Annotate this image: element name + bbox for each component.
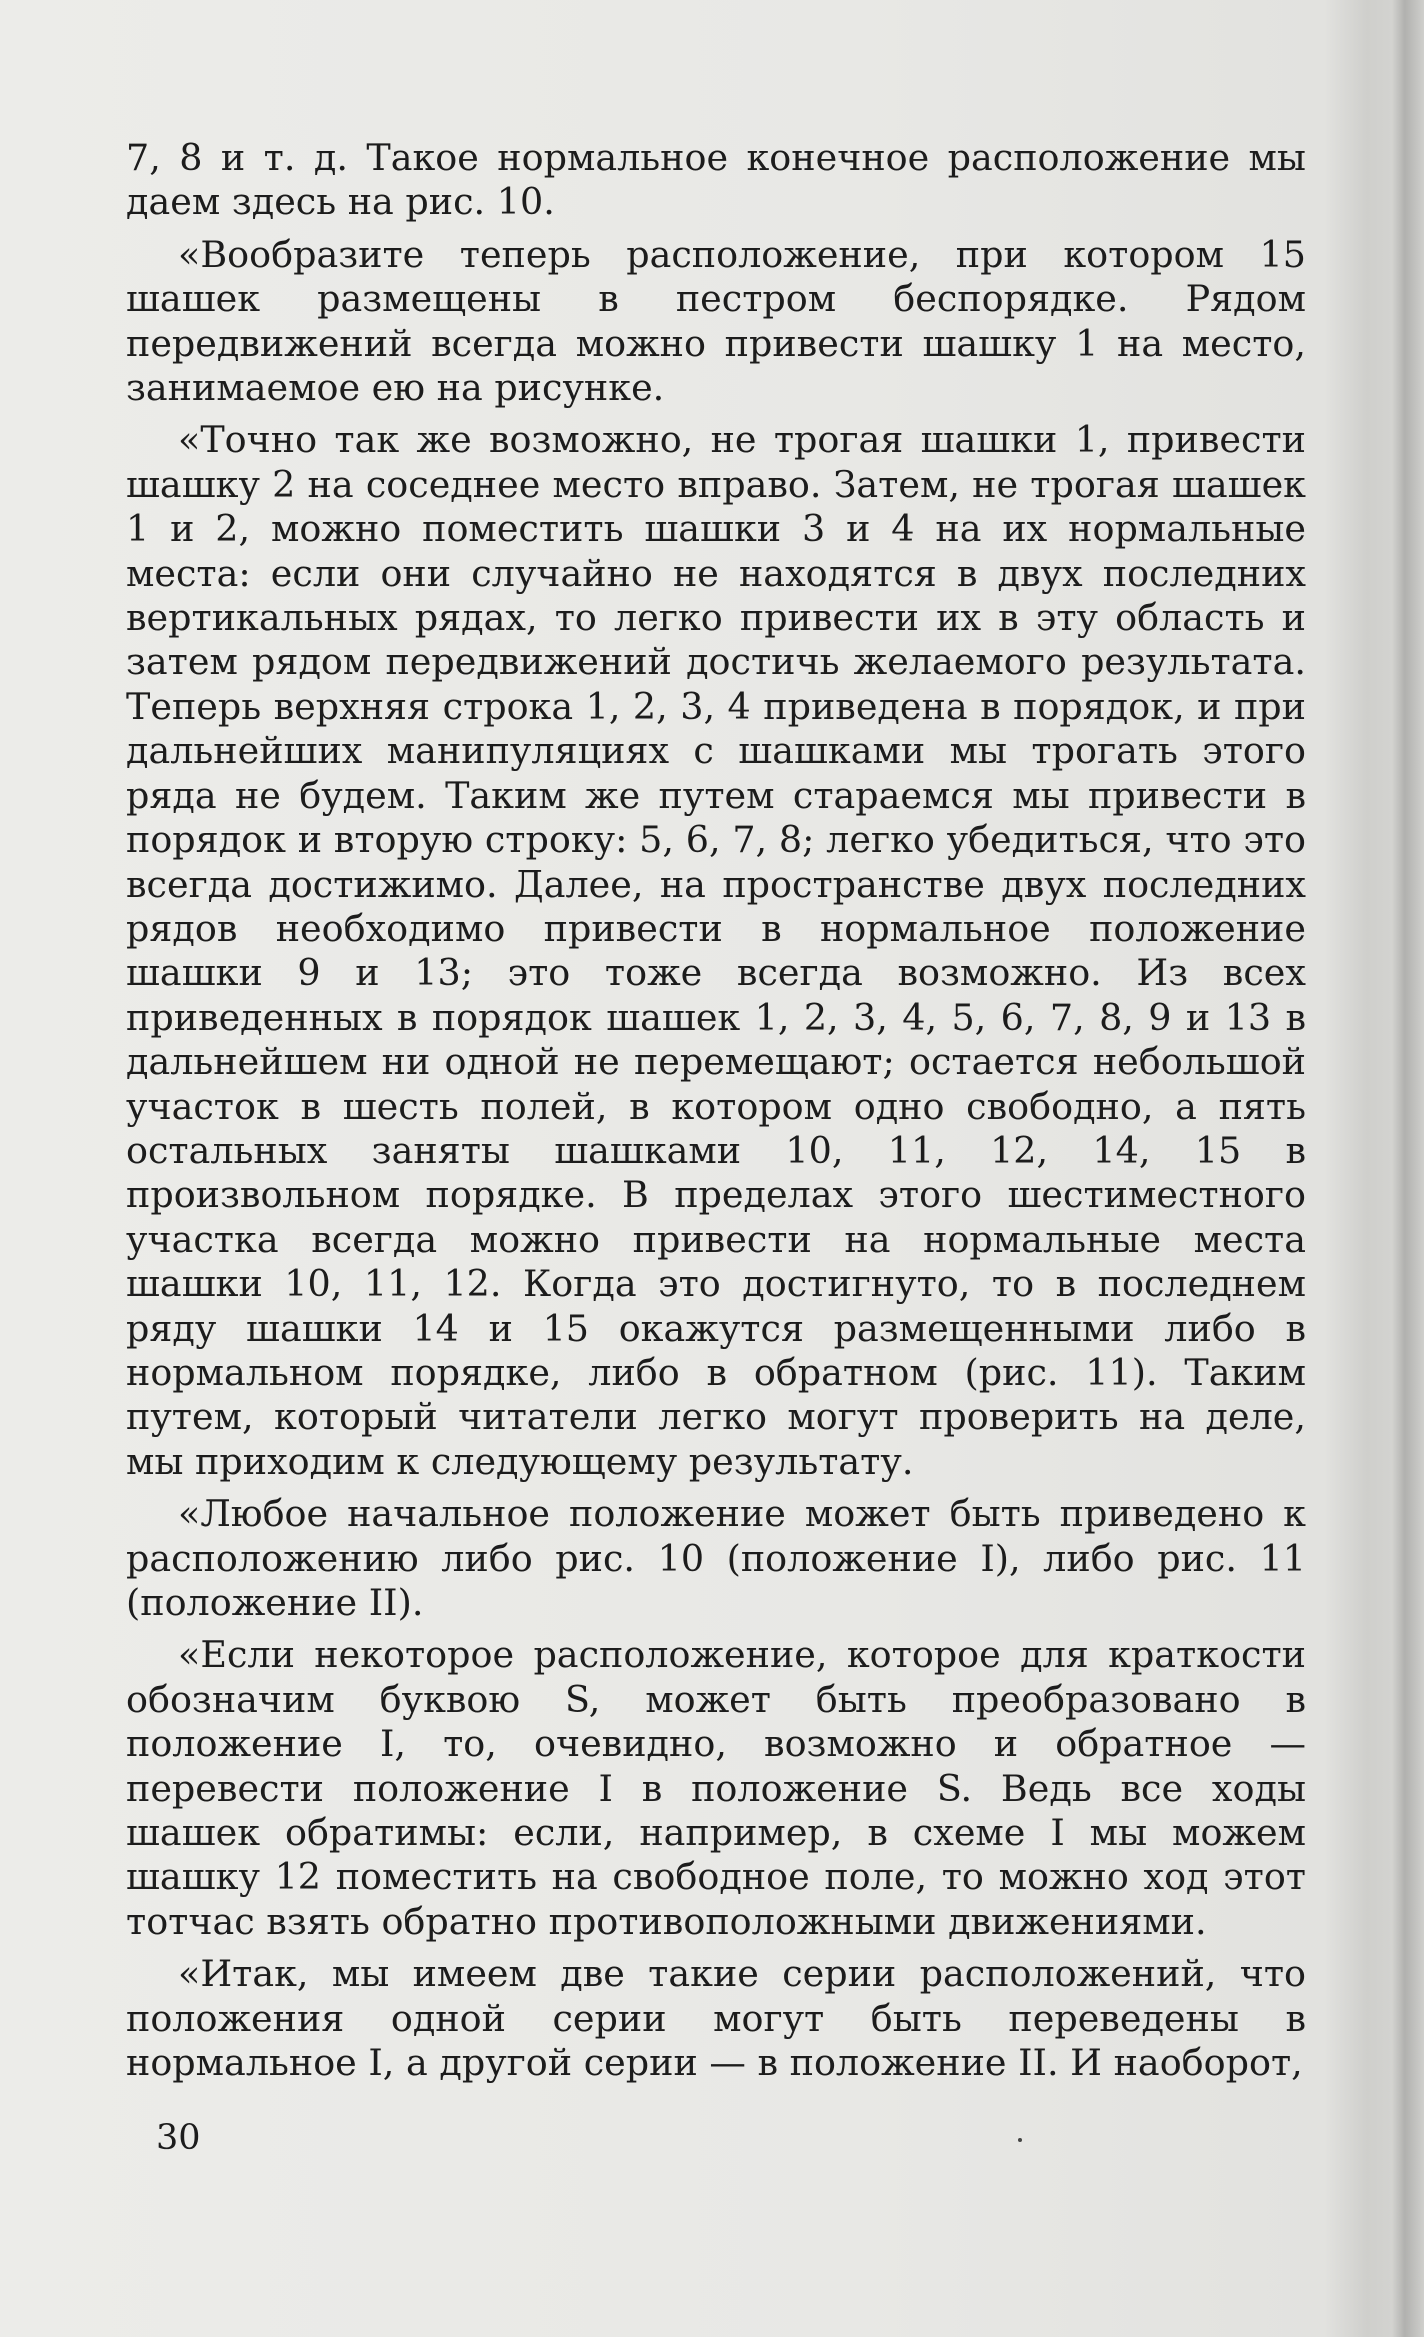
paragraph: «Вообразите теперь расположение, при котором 15 шашек размещены в пестром беспорядке. Рядом передвижений всегда можно привести шашку 1 на место, занимаемое ею на рисунке.	[126, 232, 1306, 410]
page-number: 30	[156, 2118, 201, 2158]
print-speck	[1018, 2138, 1022, 2142]
body-text	[126, 136, 1306, 2085]
paragraph: 7, 8 и т. д. Такое нормальное конечное расположение мы даем здесь на рис. 10.	[126, 136, 1306, 224]
paragraph: «Если некоторое расположение, которое для краткости обозначим буквою S, может быть преобразовано в положение I, то, очевидно, возможно и обратное — перевести положение I в положение S. Ведь все ходы шашек обратимы: если, например, в схеме I мы можем шашку 12 поместить на свободное поле, то можно ход этот тотчас взять обратно противоположными движениями.	[126, 1633, 1306, 1943]
paragraph: «Любое начальное положение может быть приведено к расположению либо рис. 10 (положение I), либо рис. 11 (положение II).	[126, 1492, 1306, 1624]
paragraph: «Точно так же возможно, не трогая шашки 1, привести шашку 2 на соседнее место вправо. Затем, не трогая шашек 1 и 2, можно поместить шашки 3 и 4 на их нормальные места: если они случайно не находятся в двух последних вертикальных рядах, то легко привести их в эту область и затем рядом передвижений достичь желаемого результата. Теперь верхняя строка 1, 2, 3, 4 приведена в порядок, и при дальнейших манипуляциях с шашками мы трогать этого ряда не будем. Таким же путем стараемся мы привести в порядок и вторую строку: 5, 6, 7, 8; легко убедиться, что это всегда достижимо. Далее, на пространстве двух последних рядов необходимо привести в нормальное положение шашки 9 и 13; это тоже всегда возможно. Из всех приведенных в порядок шашек 1, 2, 3, 4, 5, 6, 7, 8, 9 и 13 в дальнейшем ни одной не перемещают; остается небольшой участок в шесть полей, в котором одно свободно, а пять остальных заняты шашками 10, 11, 12, 14, 15 в произвольном порядке. В пределах этого шестиместного участка всегда можно привести на нормальные места шашки 10, 11, 12. Когда это достигнуто, то в последнем ряду шашки 14 и 15 окажутся размещенными либо в нормальном порядке, либо в обратном (рис. 11). Таким путем, который читатели легко могут проверить на деле, мы приходим к следующему результату.	[126, 418, 1306, 1483]
paragraph: «Итак, мы имеем две такие серии расположений, что положения одной серии могут быть переведены в нормальное I, а другой серии — в положение II. И наоборот,	[126, 1952, 1306, 2085]
page-edge-shadow	[1392, 0, 1424, 2337]
